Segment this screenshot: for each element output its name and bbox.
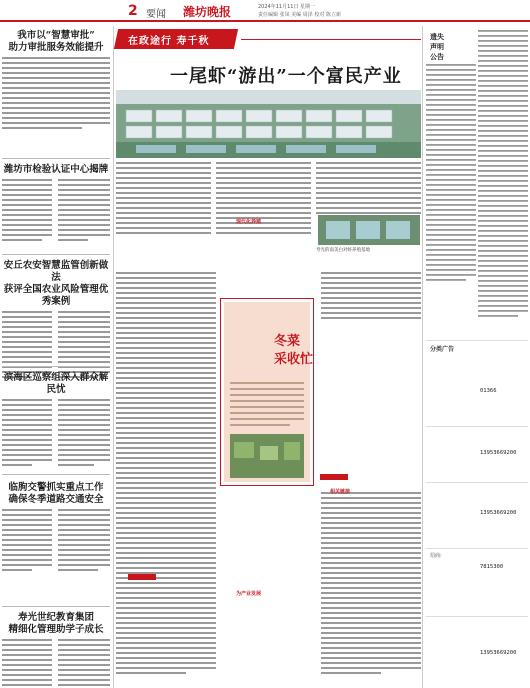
story-4[interactable] [2,372,110,478]
story-divider [2,254,110,255]
story-title: 潍坊市检验认证中心揭牌 [3,164,109,175]
ad-divider [426,426,528,427]
story-subtitle: 确保冬季道路交通安全 [8,494,104,505]
winter-title-line1: 冬菜 [274,334,301,349]
ad-divider [426,548,528,549]
ad-phone: 13953669200 [480,450,517,456]
column-rule-right [422,26,423,688]
newspaper-logo: 潍坊晚报 [183,5,232,19]
ad-label-recruit: 招商: [430,553,442,559]
ad-phone: 7815300 [480,564,504,570]
story-body [2,179,110,252]
promo-tag: 相关链接 [330,489,351,495]
story-body [2,57,110,136]
ad-divider [426,340,528,341]
story-divider [2,474,110,475]
ad-divider [426,482,528,483]
editor-credit: 责任编辑 张凤 美编 周泽 校对 陈立新 [258,12,341,18]
story-title: 寿光世纪教育集团 [17,612,94,623]
winter-title [274,330,318,390]
story-5[interactable] [2,482,110,590]
banner-text: 在政途行 寿千秋 [128,36,210,47]
feature-title[interactable]: 一尾虾“游出”一个富民产业 [170,66,402,87]
photo-caption: 寿光的南美白对虾养殖基地 [316,248,370,253]
story-title: 安丘农安智慧监管创新做法 [3,260,109,283]
section-head-2: 为产业发展 [236,591,262,597]
story-body [2,509,110,590]
notice-text-2 [478,30,528,331]
story-subtitle: 助力审批服务效能提升 [8,42,104,53]
story-title: 临朐交警抓实重点工作 [8,482,104,493]
story-subtitle: 精细化管理助学子成长 [8,624,104,635]
story-title: 我市以“智慧审批” [17,30,95,41]
notice-text-1 [426,64,476,315]
story-divider [2,606,110,607]
feature-column-1 [116,162,211,243]
right-column [424,26,530,688]
ad-phone: 13953669200 [480,650,517,656]
winter-title-line2: 采收忙 [274,352,314,367]
feature-photo [116,90,421,158]
story-divider [2,366,110,367]
banner-line [241,39,421,40]
section-stamp [128,574,156,580]
story-body [2,639,110,688]
page-number: 2 [128,3,138,19]
story-subtitle: 获评全国农业风险管理优秀案例 [3,284,109,307]
section-head-1: 现代化养殖 [236,219,262,225]
masthead [0,0,530,22]
feature-banner [116,26,421,54]
section-stamp [320,474,348,480]
feature-column-2 [216,162,311,243]
story-title: 滨海区巡察组深入群众解民忧 [3,372,109,395]
inset-photo [318,215,420,245]
column-rule-left [113,26,114,688]
section-name: 要闻 [146,9,166,20]
lower-column-1 [116,272,216,683]
left-column [0,26,112,688]
ad-phone: 13953669200 [480,510,517,516]
story-1[interactable] [2,30,110,136]
story-body [2,399,110,478]
winter-promo-box[interactable] [220,298,314,486]
story-6[interactable] [2,612,110,688]
story-2[interactable] [2,164,110,252]
notice-title: 遗失 声明 公告 [430,32,444,61]
classified-ad-label: 分类广告 [430,346,455,353]
ad-divider [426,616,528,617]
story-divider [2,158,110,159]
ad-phone: 01366 [480,388,497,394]
publication-date: 2024年11月11日 星期一 [258,4,316,10]
winter-promo-background [224,302,310,482]
